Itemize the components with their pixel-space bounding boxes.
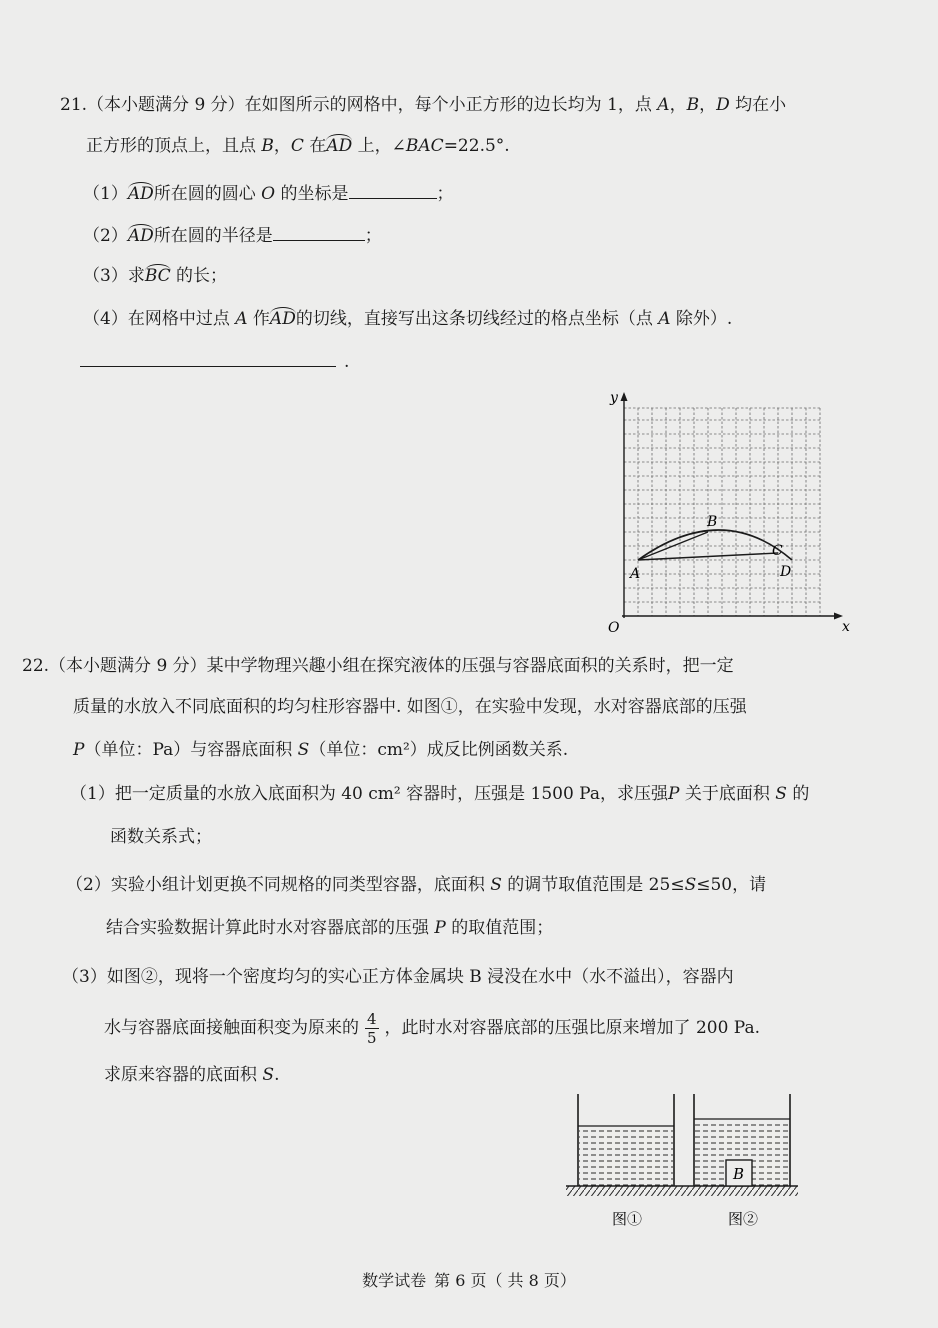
q22-part-2 (66, 877, 766, 894)
q21-part-2 (83, 224, 382, 245)
arc-ad: AD (269, 309, 296, 329)
q22-line-2 (73, 699, 747, 716)
var-s: S (490, 875, 502, 895)
point-d-label: D (780, 564, 792, 580)
q21-part-4 (83, 311, 732, 328)
comma: ， (273, 136, 291, 156)
answer-blank[interactable] (349, 182, 437, 199)
part-text: ，此时水对容器底部的压强比原来增加了 200 Pa. (384, 1018, 761, 1038)
part-text: 所在圆的半径是 (153, 226, 273, 246)
var-s: S (297, 740, 310, 760)
part-text: . (344, 352, 350, 372)
q21-part-1 (83, 182, 454, 203)
var-s: S (775, 784, 787, 804)
point-a: A (658, 309, 671, 329)
fraction-four-fifths (365, 1010, 379, 1047)
var-s: S (684, 875, 697, 895)
q21-line-2 (86, 138, 510, 155)
part-number: （3）求 (83, 266, 145, 286)
q22-number: 22. (22, 656, 50, 676)
point-c: C (290, 136, 304, 156)
q21-line-1 (60, 97, 786, 114)
answer-blank[interactable] (80, 350, 336, 367)
q21-part-4-answer (80, 350, 349, 371)
q22-stem: （单位：Pa）与容器底面积 (84, 740, 298, 760)
part-text: ； (436, 184, 454, 204)
part-text: 所在圆的圆心 (153, 184, 262, 204)
point-o: O (261, 184, 276, 204)
part-text: （1）把一定质量的水放入底面积为 40 cm² 容器时，压强是 1500 Pa，求压强 (70, 784, 668, 804)
part-text: 的长； (170, 266, 228, 286)
comma: ， (669, 95, 687, 115)
page-footer (0, 1268, 938, 1291)
q22-line-1 (22, 658, 734, 675)
q22-score: （本小题满分 9 分） (49, 656, 207, 676)
q22-part-3 (62, 969, 734, 986)
part-text: 函数关系式； (110, 827, 212, 847)
point-a: A (657, 95, 670, 115)
part-text: 结合实验数据计算此时水对容器底部的压强 (106, 918, 435, 938)
metal-block-label: B (733, 1165, 745, 1183)
q21-stem: 上，∠ (352, 136, 406, 156)
q22-stem: （单位：cm²）成反比例函数关系. (309, 740, 569, 760)
part-text: 的调节取值范围是 25≤ (501, 875, 685, 895)
q21-stem: 在 (303, 136, 327, 156)
arc-ad: AD (326, 136, 353, 156)
q22-part-3-cont (104, 1009, 760, 1047)
q22-part-1 (70, 786, 809, 803)
angle-value: =22.5°. (443, 136, 510, 156)
var-p: P (434, 918, 446, 938)
q22-part-2-cont (106, 920, 553, 937)
y-axis-arrow (621, 392, 628, 401)
var-p: P (73, 740, 85, 760)
q22-part-3-end (104, 1067, 279, 1084)
part-text: 求原来容器的底面积 (104, 1065, 263, 1085)
part-text: 水与容器底面接触面积变为原来的 (104, 1018, 359, 1038)
part-text: （2）实验小组计划更换不同规格的同类型容器，底面积 (66, 875, 491, 895)
footer-page-number: 第 6 页（ 共 8 页） (434, 1271, 576, 1290)
comma: ， (699, 95, 717, 115)
answer-blank[interactable] (273, 224, 365, 241)
part-number: （2） (83, 226, 128, 246)
q21-grid-figure (600, 388, 860, 638)
part-text: . (274, 1065, 280, 1085)
arc-ad: AD (127, 184, 154, 204)
footer-subject: 数学试卷 (362, 1271, 427, 1290)
point-a: A (235, 309, 248, 329)
figure-2-caption: 图② (728, 1210, 759, 1228)
q21-part-3 (83, 268, 227, 285)
figure-1-caption: 图① (612, 1210, 643, 1228)
var-s: S (262, 1065, 275, 1085)
part-number: （1） (83, 184, 128, 204)
part-text: （3）如图②，现将一个密度均匀的实心正方体金属块 B 浸没在水中（水不溢出），容器内 (62, 967, 734, 987)
q22-stem: 某中学物理兴趣小组在探究液体的压强与容器底面积的关系时，把一定 (206, 656, 734, 676)
part-text: 的坐标是 (275, 184, 349, 204)
q21-score: （本小题满分 9 分） (87, 95, 245, 115)
arc-ad: AD (127, 226, 154, 246)
part-text: 的切线，直接写出这条切线经过的格点坐标（点 (295, 309, 659, 329)
y-axis-label: y (610, 390, 618, 406)
part-text: 关于底面积 (679, 784, 776, 804)
part-text: 的 (786, 784, 810, 804)
q21-stem: 正方形的顶点上，且点 (86, 136, 262, 156)
var-p: P (668, 784, 680, 804)
q22-part-1-cont (110, 829, 212, 846)
q21-stem: 在如图所示的网格中，每个小正方形的边长均为 1，点 (244, 95, 658, 115)
point-c-label: C (772, 543, 783, 559)
part-text: 作 (247, 309, 270, 329)
part-text: 除外）. (670, 309, 733, 329)
q21-stem: 均在小 (729, 95, 787, 115)
point-d: D (716, 95, 730, 115)
part-text: ； (364, 226, 382, 246)
ground-hatch (566, 1186, 798, 1196)
x-axis-label: x (842, 619, 850, 635)
q21-number: 21. (60, 95, 88, 115)
grid-lines (624, 408, 820, 616)
point-b: B (686, 95, 700, 115)
container-1-water (579, 1126, 673, 1186)
origin-label: O (608, 620, 620, 636)
fraction-denominator: 5 (367, 1029, 377, 1047)
point-b-label: B (707, 514, 718, 530)
point-a-label: A (630, 566, 641, 582)
fraction-numerator: 4 (367, 1010, 377, 1028)
part-text: ≤50，请 (696, 875, 767, 895)
q22-container-figure (566, 1086, 806, 1236)
part-number: （4）在网格中过点 (83, 309, 236, 329)
point-b: B (261, 136, 274, 156)
arc-bc: BC (144, 266, 171, 286)
q22-line-3 (73, 742, 568, 759)
q22-stem: 质量的水放入不同底面积的均匀柱形容器中. 如图①，在实验中发现，水对容器底部的压强 (73, 697, 747, 717)
part-text: 的取值范围； (445, 918, 554, 938)
angle-bac: BAC (405, 136, 444, 156)
